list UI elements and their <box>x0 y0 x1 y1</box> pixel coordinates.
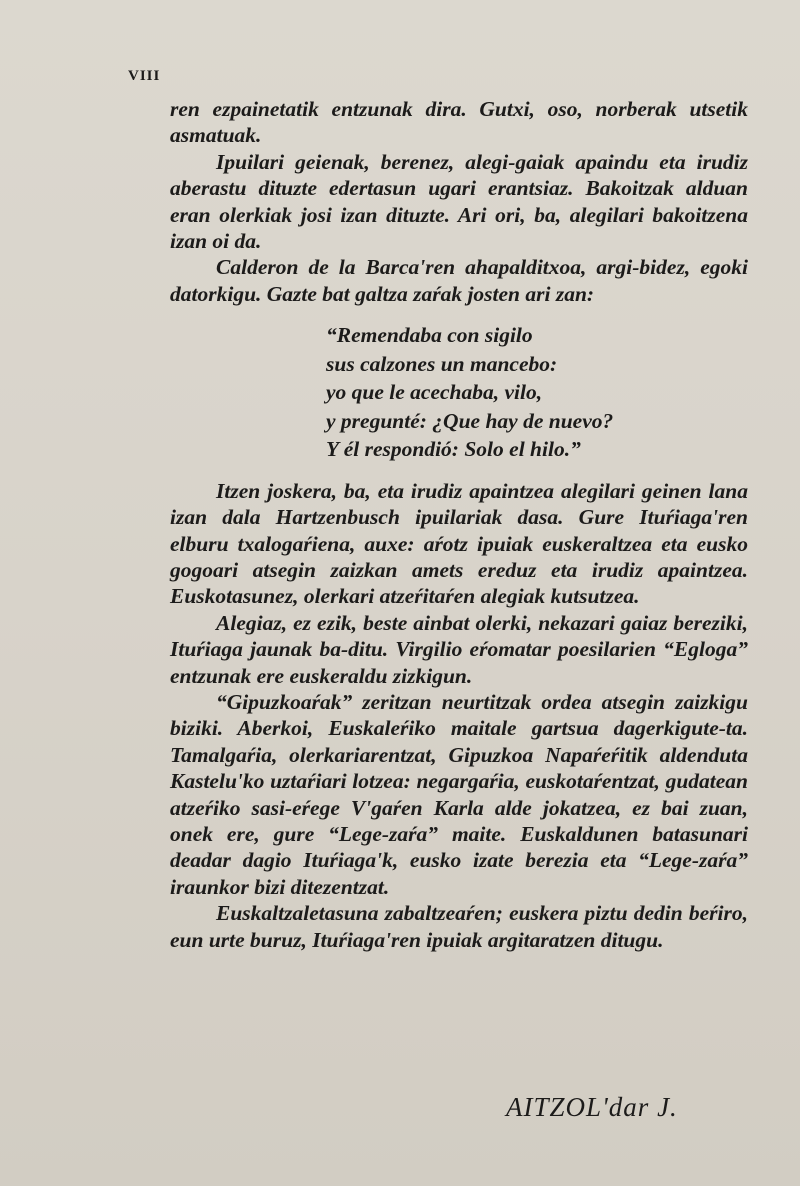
paragraph: Euskaltzaletasuna zabaltzeaŕen; euskera piztu dedin beŕiro, eun urte buruz, Ituŕiaga'ren ipuiak argitaratzen ditugu. <box>170 901 748 952</box>
verse-line: y pregunté: ¿Que hay de nuevo? <box>326 408 614 433</box>
verse-line: yo que le acechaba, vilo, <box>326 380 543 405</box>
paragraph: ren ezpainetatik entzunak dira. Gutxi, oso, norberak utsetik asmatuak. <box>170 97 748 148</box>
verse-line: Y él respondió: Solo el hilo.” <box>326 437 581 462</box>
verse-line: “Remendaba con sigilo <box>326 323 533 348</box>
body-text <box>170 96 748 953</box>
paragraph: “Gipuzkoaŕak” zeritzan neurtitzak ordea atsegin zaizkigu biziki. Aberkoi, Euskaleŕiko maitale gartsua dagerkigute-ta. Tamalgaŕia, olerkariarentzat, Gipuzkoa Napaŕeŕitik aldenduta Kastelu'ko uztaŕiari lotzea: negargaŕia, euskotaŕentzat, gudatean atzeŕiko sasi-eŕege V'gaŕen Karla alde jokatzea, ez bai zuan, onek ere, gure “Lege-zaŕa” maite. Euskaldunen batasunari deadar dagio Ituŕiaga'k, eusko izate berezia eta “Lege-zaŕa” iraunkor bizi ditezentzat. <box>170 690 748 899</box>
verse-quote <box>326 321 748 464</box>
verse-line: sus calzones un mancebo: <box>326 351 558 376</box>
paragraph: Alegiaz, ez ezik, beste ainbat olerki, nekazari gaiaz bereziki, Ituŕiaga jaunak ba-ditu. Virgilio eŕomatar poesilarien “Egloga” entzunak ere euskeraldu zizkigun. <box>170 610 748 688</box>
paragraph: Ipuilari geienak, berenez, alegi-gaiak apaindu eta irudiz aberastu dituzte edertasun ugari erantsiaz. Bakoitzak alduan eran olerkiak josi izan dituzte. Ari ori, ba, alegilari bakoitzena izan oi da. <box>170 149 748 254</box>
paragraph: Calderon de la Barca'ren ahapalditxoa, argi-bidez, egoki datorkigu. Gazte bat galtza zaŕak josten ari zan: <box>170 255 748 306</box>
page-number: VIII <box>128 68 161 84</box>
paragraph: Itzen joskera, ba, eta irudiz apaintzea alegilari geinen lana izan dala Hartzenbusch ipuilariak dasa. Gure Ituŕiaga'ren elburu txalogaŕiena, auxe: aŕotz ipuiak euskeraltzea eta eusko gogoari atsegin zaizkan amets ereduz eta irudiz apaintzea. Euskotasunez, olerkari atzeŕitaŕen alegiak kutsutzea. <box>170 478 748 609</box>
author-signature: AITZOL'dar J. <box>506 1092 678 1122</box>
